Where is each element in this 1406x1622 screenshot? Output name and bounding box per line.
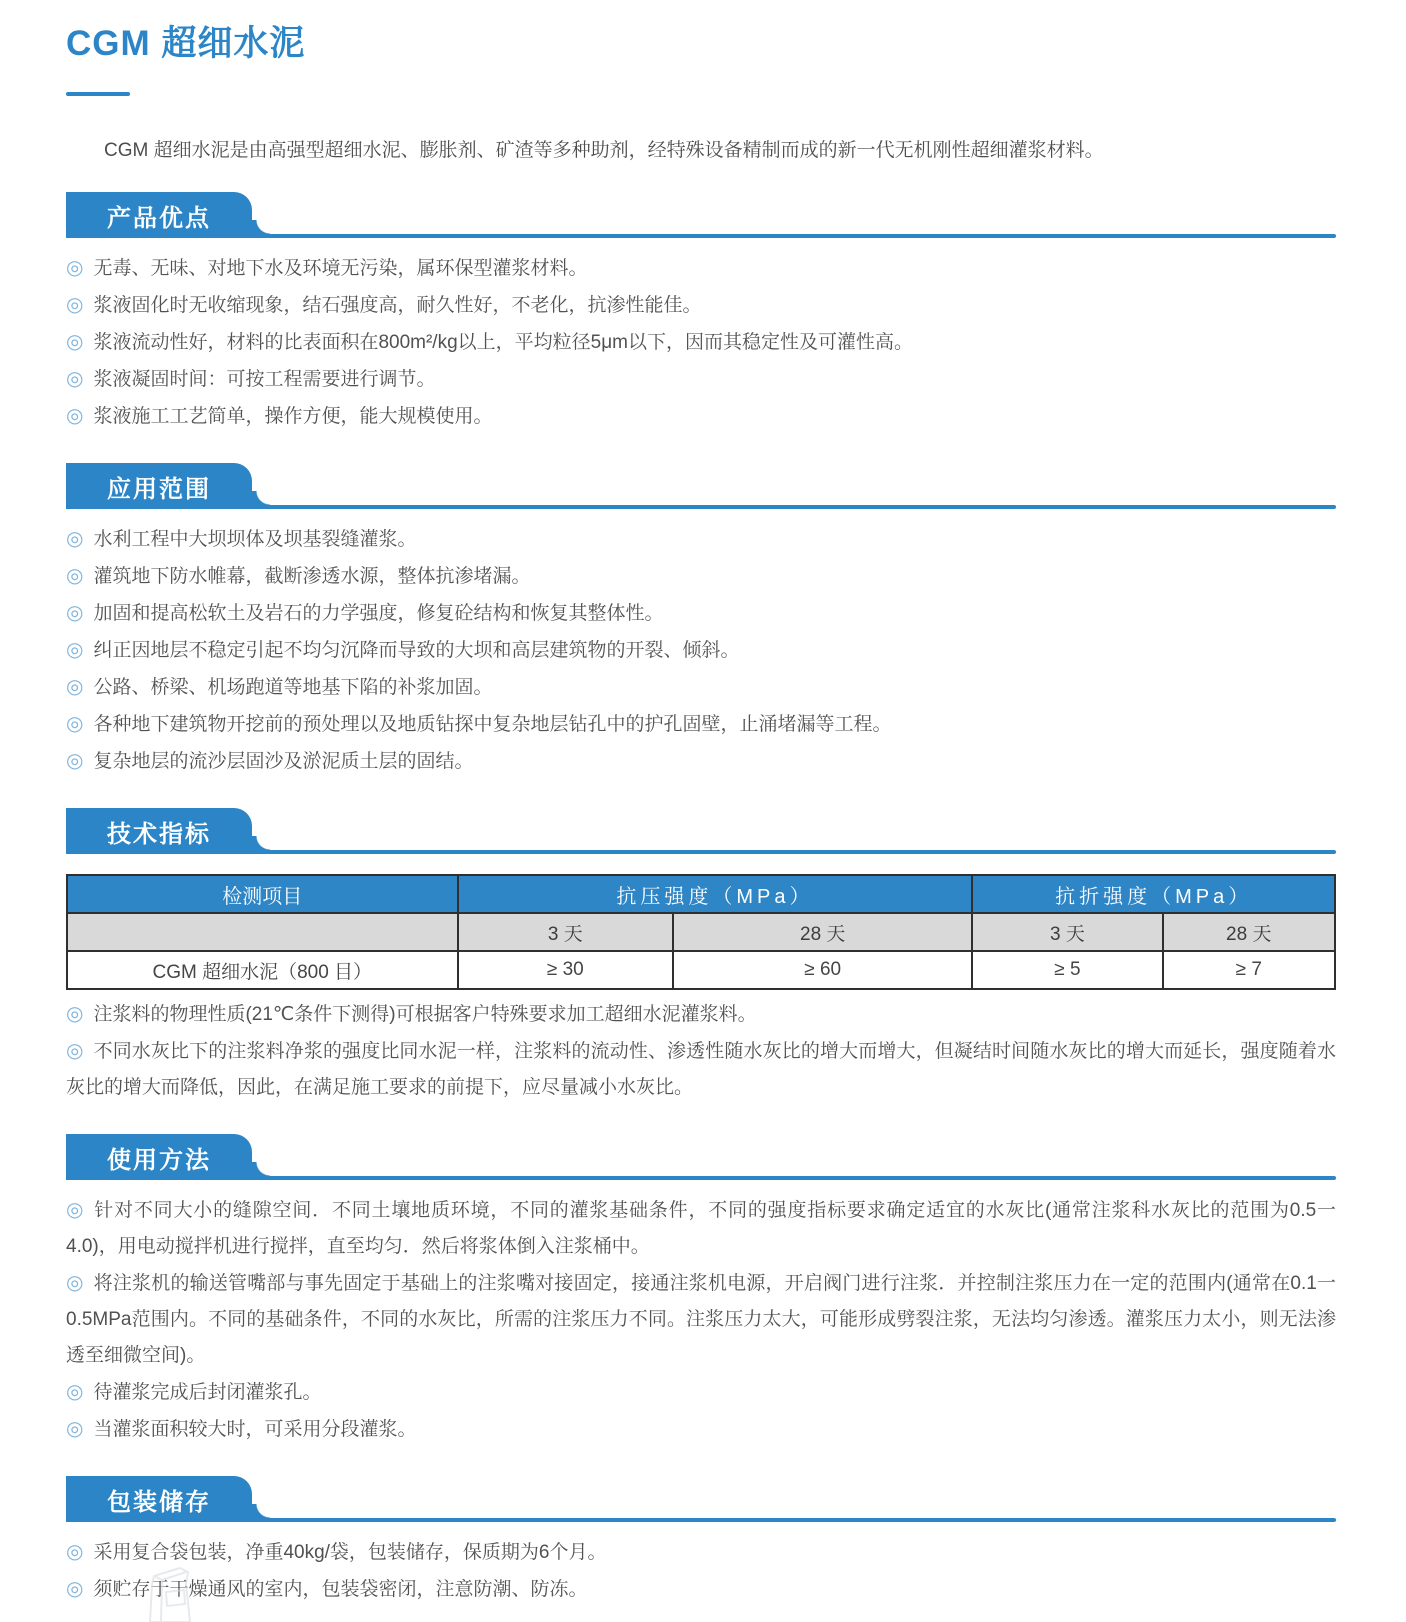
section-title: 技术指标 <box>107 820 211 848</box>
usage-list <box>66 1192 1336 1448</box>
list-item <box>66 1265 1336 1374</box>
bullet-icon: ◎ <box>66 1541 84 1563</box>
bullet-icon: ◎ <box>66 639 84 661</box>
row-product-name: CGM 超细水泥（800 目） <box>67 951 458 989</box>
list-item <box>66 595 1336 632</box>
subheader-28d: 28 天 <box>673 913 972 951</box>
list-item-text: 待灌浆完成后封闭灌浆孔。 <box>93 1382 322 1403</box>
bullet-icon: ◎ <box>66 1040 84 1062</box>
advantages-list <box>66 250 1336 435</box>
section-title: 应用范围 <box>107 475 211 503</box>
list-item <box>66 743 1336 780</box>
list-item <box>66 1192 1336 1265</box>
bullet-icon: ◎ <box>66 750 84 772</box>
section-header-storage <box>66 1476 1336 1522</box>
list-item-text: 浆液施工工艺简单，操作方便，能大规模使用。 <box>93 406 493 427</box>
bullet-icon: ◎ <box>66 713 84 735</box>
bullet-icon: ◎ <box>66 1381 84 1403</box>
empty-cell <box>67 913 458 951</box>
bullet-icon: ◎ <box>66 1003 84 1025</box>
list-item <box>66 632 1336 669</box>
bullet-icon: ◎ <box>66 1199 85 1221</box>
list-item-text: 浆液凝固时间：可按工程需要进行调节。 <box>93 369 436 390</box>
list-item-text: 各种地下建筑物开挖前的预处理以及地质钻探中复杂地层钻孔中的护孔固壁，止涌堵漏等工程。 <box>93 714 892 735</box>
subheader-3d: 3 天 <box>972 913 1162 951</box>
spec-table <box>66 874 1336 990</box>
bullet-icon: ◎ <box>66 257 84 279</box>
bullet-icon: ◎ <box>66 565 84 587</box>
list-item-text: 将注浆机的输送管嘴部与事先固定于基础上的注浆嘴对接固定，接通注浆机电源，开启阀门进行注浆．并控制注浆压力在一定的范围内(通常在0.1一0.5MPa范围内。不同的基础条件，不同的水灰比，所需的注浆压力不同。注浆压力太大，可能形成劈裂注浆，无法均匀渗透。灌浆压力太小，则无法渗透至细微空间)。 <box>66 1273 1336 1366</box>
list-item-text: 无毒、无味、对地下水及环境无污染，属环保型灌浆材料。 <box>93 258 588 279</box>
section-header-usage <box>66 1134 1336 1180</box>
list-item <box>66 361 1336 398</box>
intro-paragraph: CGM 超细水泥是由高强型超细水泥、膨胀剂、矿渣等多种助剂，经特殊设备精制而成的新一代无机刚性超细灌浆材料。 <box>104 140 1104 161</box>
section-tab-specs <box>66 808 252 854</box>
subheader-28d: 28 天 <box>1163 913 1335 951</box>
page-title: CGM 超细水泥 <box>66 24 306 63</box>
table-subheader-row <box>67 913 1335 951</box>
bullet-icon: ◎ <box>66 294 84 316</box>
title-underline <box>66 92 130 96</box>
list-item-text: 不同水灰比下的注浆料净浆的强度比同水泥一样，注浆料的流动性、渗透性随水灰比的增大而增大，但凝结时间随水灰比的增大而延长，强度随着水灰比的增大而降低，因此，在满足施工要求的前提下，应尽量减小水灰比。 <box>66 1041 1336 1098</box>
row-value: ≥ 5 <box>972 951 1162 989</box>
list-item <box>66 706 1336 743</box>
bullet-icon: ◎ <box>66 405 84 427</box>
list-item-text: 水利工程中大坝坝体及坝基裂缝灌浆。 <box>93 529 417 550</box>
list-item <box>66 1033 1336 1106</box>
section-tab-usage <box>66 1134 252 1180</box>
list-item <box>66 521 1336 558</box>
bullet-icon: ◎ <box>66 676 84 698</box>
list-item <box>66 398 1336 435</box>
list-item-text: 纠正因地层不稳定引起不均匀沉降而导致的大坝和高层建筑物的开裂、倾斜。 <box>93 640 740 661</box>
list-item-text: 浆液固化时无收缩现象，结石强度高，耐久性好，不老化，抗渗性能佳。 <box>93 295 702 316</box>
bullet-icon: ◎ <box>66 331 84 353</box>
section-tab-advantages <box>66 192 252 238</box>
bullet-icon: ◎ <box>66 1578 84 1600</box>
section-tab-applications <box>66 463 252 509</box>
bullet-icon: ◎ <box>66 528 84 550</box>
list-item-text: 加固和提高松软土及岩石的力学强度，修复砼结构和恢复其整体性。 <box>93 603 664 624</box>
list-item <box>66 558 1336 595</box>
cement-bag-watermark-icon <box>128 1562 220 1622</box>
row-value: ≥ 30 <box>458 951 674 989</box>
bullet-icon: ◎ <box>66 602 84 624</box>
list-item-text: 当灌浆面积较大时，可采用分段灌浆。 <box>93 1419 417 1440</box>
list-item <box>66 669 1336 706</box>
section-tab-storage <box>66 1476 252 1522</box>
specs-notes <box>66 996 1336 1106</box>
applications-list <box>66 521 1336 780</box>
section-header-advantages <box>66 192 1336 238</box>
section-title: 包装储存 <box>107 1488 211 1516</box>
list-item-text: 针对不同大小的缝隙空间．不同土壤地质环境，不同的灌浆基础条件，不同的强度指标要求确定适宜的水灰比(通常注浆科水灰比的范围为0.5一4.0)，用电动搅拌机进行搅拌，直至均匀．然后将浆体倒入注浆桶中。 <box>66 1200 1336 1257</box>
list-item-text: 注浆料的物理性质(21℃条件下测得)可根据客户特殊要求加工超细水泥灌浆料。 <box>93 1004 757 1025</box>
col-header-flexural: 抗折强度（MPa） <box>972 875 1335 913</box>
list-item <box>66 996 1336 1033</box>
list-item <box>66 250 1336 287</box>
list-item <box>66 1374 1336 1411</box>
bullet-icon: ◎ <box>66 368 84 390</box>
list-item-text: 灌筑地下防水帷幕，截断渗透水源，整体抗渗堵漏。 <box>93 566 531 587</box>
list-item-text: 复杂地层的流沙层固沙及淤泥质土层的固结。 <box>93 751 474 772</box>
row-value: ≥ 7 <box>1163 951 1335 989</box>
list-item-text: 采用复合袋包装，净重40kg/袋，包装储存，保质期为6个月。 <box>93 1542 607 1563</box>
row-value: ≥ 60 <box>673 951 972 989</box>
list-item <box>66 287 1336 324</box>
section-header-applications <box>66 463 1336 509</box>
col-header-compressive: 抗压强度（MPa） <box>458 875 973 913</box>
list-item-text: 浆液流动性好，材料的比表面积在800m²/kg以上，平均粒径5μm以下，因而其稳定性及可灌性高。 <box>93 332 913 353</box>
table-row <box>67 951 1335 989</box>
section-header-specs <box>66 808 1336 854</box>
subheader-3d: 3 天 <box>458 913 674 951</box>
list-item <box>66 324 1336 361</box>
list-item <box>66 1534 1336 1571</box>
storage-list <box>66 1534 1336 1608</box>
table-header-row <box>67 875 1335 913</box>
list-item-text: 公路、桥梁、机场跑道等地基下陷的补浆加固。 <box>93 677 493 698</box>
bullet-icon: ◎ <box>66 1418 84 1440</box>
list-item-text: 须贮存于干燥通风的室内，包装袋密闭，注意防潮、防冻。 <box>93 1579 588 1600</box>
section-title: 产品优点 <box>107 204 211 232</box>
list-item <box>66 1411 1336 1448</box>
section-title: 使用方法 <box>107 1146 211 1174</box>
col-header-item: 检测项目 <box>67 875 458 913</box>
bullet-icon: ◎ <box>66 1272 84 1294</box>
list-item <box>66 1571 1336 1608</box>
